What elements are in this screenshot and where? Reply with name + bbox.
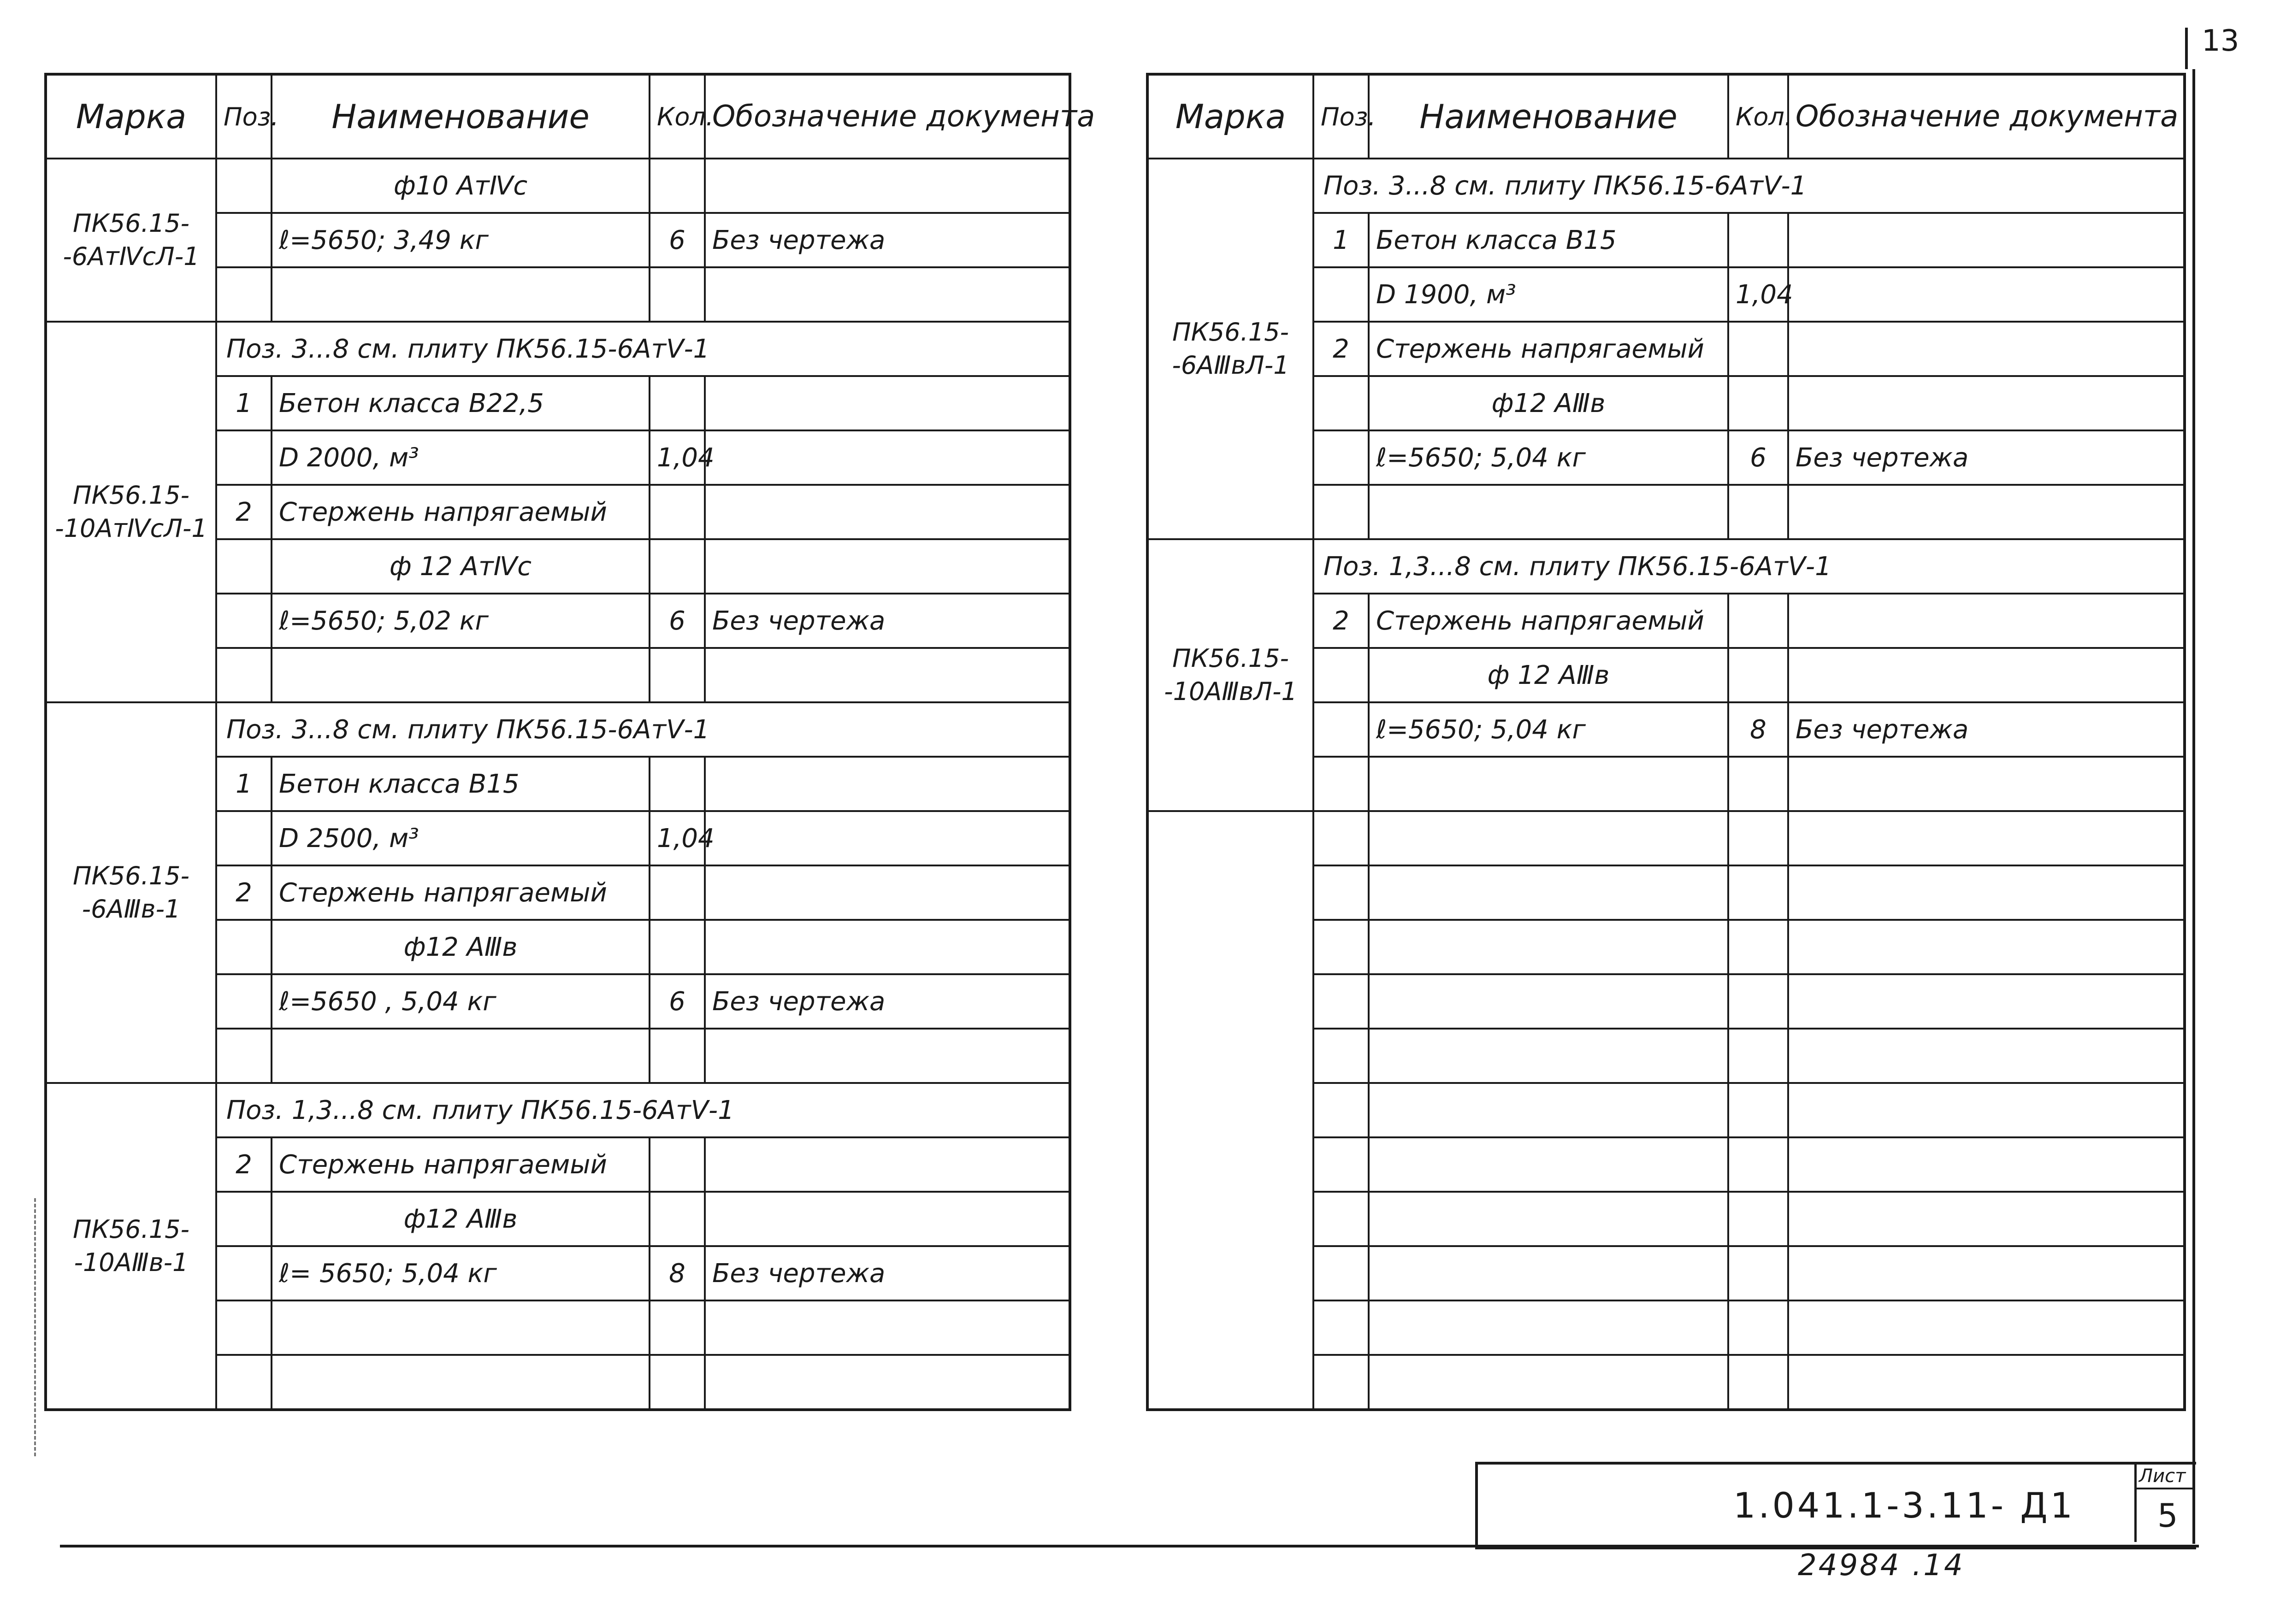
doc-cell (705, 267, 1070, 322)
kol-cell: 1,04 (650, 430, 705, 485)
poz-cell (216, 920, 272, 974)
inventory-number: 24984 .14 (1798, 1548, 1965, 1583)
kol-cell (650, 757, 705, 811)
doc-cell (705, 865, 1070, 920)
name-cell: Бетон класса В22,5 (272, 376, 650, 430)
kol-cell (1728, 865, 1788, 920)
poz-cell (1313, 974, 1369, 1029)
kol-cell (650, 376, 705, 430)
reference-note: Поз. 1,3...8 см. плиту ПК56.15-6АтⅤ-1 (1313, 539, 2185, 594)
name-cell: ф 12 АⅢв (1369, 648, 1728, 702)
poz-cell: 2 (216, 1137, 272, 1192)
table-row (46, 159, 1070, 213)
kol-cell (1728, 1355, 1788, 1410)
kol-cell (1728, 594, 1788, 648)
doc-cell (1788, 974, 2185, 1029)
marka-cell: ПК56.15- -10АⅢв-1 (46, 1083, 216, 1410)
kol-cell (650, 1300, 705, 1355)
doc-cell (705, 376, 1070, 430)
name-cell (272, 648, 650, 702)
name-cell (272, 1355, 650, 1410)
name-cell: D 2000, м³ (272, 430, 650, 485)
header-row (1147, 74, 2185, 159)
reference-note: Поз. 3...8 см. плиту ПК56.15-6АтⅤ-1 (216, 702, 1070, 757)
header-kol: Кол. (650, 74, 705, 159)
poz-cell (216, 213, 272, 267)
doc-cell: Без чертежа (705, 974, 1070, 1029)
kol-cell (650, 865, 705, 920)
poz-cell (1313, 1355, 1369, 1410)
poz-cell (1313, 430, 1369, 485)
header-row (46, 74, 1070, 159)
poz-cell (216, 594, 272, 648)
name-cell (1369, 1083, 1728, 1137)
poz-cell (216, 648, 272, 702)
poz-cell: 2 (216, 485, 272, 539)
poz-cell (216, 1192, 272, 1246)
name-cell: Стержень напрягаемый (1369, 322, 1728, 376)
poz-cell (1313, 811, 1369, 865)
doc-cell (705, 539, 1070, 594)
doc-cell (1788, 1300, 2185, 1355)
name-cell: Бетон класса В15 (1369, 213, 1728, 267)
poz-cell (1313, 1300, 1369, 1355)
reference-note: Поз. 3...8 см. плиту ПК56.15-6АтⅤ-1 (1313, 159, 2185, 213)
poz-cell: 2 (1313, 594, 1369, 648)
reference-row (46, 1083, 1070, 1137)
spec-table-left (44, 73, 1095, 1411)
name-cell (272, 1300, 650, 1355)
spec-body-right (1147, 159, 2185, 1410)
marka-cell: ПК56.15- -6АⅢвЛ-1 (1147, 159, 1313, 539)
name-cell: D 1900, м³ (1369, 267, 1728, 322)
sheet-label: Лист (2139, 1465, 2186, 1487)
kol-cell (1728, 1246, 1788, 1300)
header-name: Наименование (1369, 74, 1728, 159)
poz-cell (216, 267, 272, 322)
name-cell (1369, 920, 1728, 974)
poz-cell (1313, 376, 1369, 430)
poz-cell (1313, 1137, 1369, 1192)
name-cell (272, 1029, 650, 1083)
doc-cell (1788, 920, 2185, 974)
name-cell: ℓ=5650; 5,04 кг (1369, 430, 1728, 485)
name-cell: ф 12 АтⅣс (272, 539, 650, 594)
kol-cell (1728, 920, 1788, 974)
name-cell: Бетон класса В15 (272, 757, 650, 811)
name-cell (272, 267, 650, 322)
kol-cell (650, 159, 705, 213)
doc-cell (705, 757, 1070, 811)
poz-cell (1313, 865, 1369, 920)
reference-row (1147, 539, 2185, 594)
doc-cell (1788, 1192, 2185, 1246)
header-doc: Обозначение документа (1788, 74, 2185, 159)
doc-cell (1788, 1137, 2185, 1192)
table-row (1147, 811, 2185, 865)
kol-cell (650, 1137, 705, 1192)
poz-cell (1313, 757, 1369, 811)
poz-cell (1313, 1246, 1369, 1300)
doc-cell (1788, 376, 2185, 430)
doc-cell (1788, 485, 2185, 539)
reference-row (46, 702, 1070, 757)
kol-cell (1728, 485, 1788, 539)
poz-cell (1313, 702, 1369, 757)
doc-cell (1788, 757, 2185, 811)
poz-cell: 2 (216, 865, 272, 920)
poz-cell (216, 430, 272, 485)
marka-cell: ПК56.15- -10АтⅣсЛ-1 (46, 322, 216, 702)
kol-cell (650, 1355, 705, 1410)
kol-cell (650, 920, 705, 974)
header-poz: Поз. (216, 74, 272, 159)
spec-table-right (1146, 73, 2186, 1411)
header-poz: Поз. (1313, 74, 1369, 159)
kol-cell (1728, 1029, 1788, 1083)
doc-cell (705, 1029, 1070, 1083)
poz-cell (216, 1300, 272, 1355)
doc-cell (1788, 1029, 2185, 1083)
kol-cell (1728, 1192, 1788, 1246)
name-cell: ℓ=5650; 5,02 кг (272, 594, 650, 648)
name-cell (1369, 485, 1728, 539)
kol-cell: 8 (1728, 702, 1788, 757)
kol-cell (1728, 1083, 1788, 1137)
poz-cell (216, 1246, 272, 1300)
doc-cell: Без чертежа (705, 594, 1070, 648)
kol-cell: 8 (650, 1246, 705, 1300)
reference-note: Поз. 1,3...8 см. плиту ПК56.15-6АтⅤ-1 (216, 1083, 1070, 1137)
doc-cell (705, 485, 1070, 539)
kol-cell (1728, 811, 1788, 865)
name-cell: D 2500, м³ (272, 811, 650, 865)
poz-cell (216, 811, 272, 865)
poz-cell (216, 1355, 272, 1410)
doc-cell: Без чертежа (1788, 702, 2185, 757)
kol-cell (650, 267, 705, 322)
name-cell (1369, 1355, 1728, 1410)
kol-cell (1728, 1137, 1788, 1192)
kol-cell: 6 (650, 974, 705, 1029)
spec-body-left (46, 159, 1070, 1410)
frame-left-dash (34, 1198, 38, 1456)
name-cell: ℓ=5650 , 5,04 кг (272, 974, 650, 1029)
name-cell: ф12 АⅢв (272, 1192, 650, 1246)
kol-cell: 6 (650, 213, 705, 267)
name-cell: Стержень напрягаемый (272, 485, 650, 539)
document-code: 1.041.1-3.11- Д1 (1733, 1485, 2076, 1526)
doc-cell (705, 1300, 1070, 1355)
name-cell (1369, 1192, 1728, 1246)
kol-cell (650, 1192, 705, 1246)
doc-cell (1788, 1246, 2185, 1300)
poz-cell: 1 (1313, 213, 1369, 267)
poz-cell (1313, 920, 1369, 974)
poz-cell (1313, 1192, 1369, 1246)
name-cell (1369, 1300, 1728, 1355)
kol-cell (650, 539, 705, 594)
poz-cell: 1 (216, 376, 272, 430)
doc-cell (1788, 594, 2185, 648)
marka-cell (1147, 811, 1313, 1410)
bottom-frame-line (60, 1545, 2199, 1548)
name-cell: ℓ=5650; 5,04 кг (1369, 702, 1728, 757)
header-marka: Марка (1147, 74, 1313, 159)
doc-cell (705, 1137, 1070, 1192)
doc-cell: Без чертежа (705, 1246, 1070, 1300)
name-cell (1369, 1246, 1728, 1300)
reference-row (1147, 159, 2185, 213)
kol-cell (650, 648, 705, 702)
kol-cell: 6 (650, 594, 705, 648)
poz-cell (216, 539, 272, 594)
doc-cell (1788, 865, 2185, 920)
page-number: 13 (2202, 24, 2239, 58)
header-doc: Обозначение документа (705, 74, 1070, 159)
name-cell: Стержень напрягаемый (272, 865, 650, 920)
poz-cell (1313, 648, 1369, 702)
name-cell: ф12 АⅢв (1369, 376, 1728, 430)
doc-cell (1788, 811, 2185, 865)
poz-cell: 2 (1313, 322, 1369, 376)
sheet-number: 5 (2157, 1497, 2178, 1535)
poz-cell (1313, 485, 1369, 539)
sheet-number-divider (2135, 1488, 2192, 1489)
name-cell: ф12 АⅢв (272, 920, 650, 974)
reference-row (46, 322, 1070, 376)
kol-cell (1728, 648, 1788, 702)
doc-cell (705, 1355, 1070, 1410)
kol-cell (650, 1029, 705, 1083)
doc-cell (1788, 267, 2185, 322)
name-cell: ℓ= 5650; 5,04 кг (272, 1246, 650, 1300)
kol-cell (1728, 213, 1788, 267)
doc-cell (1788, 1355, 2185, 1410)
doc-cell (1788, 1083, 2185, 1137)
name-cell (1369, 865, 1728, 920)
doc-cell (705, 920, 1070, 974)
doc-cell (1788, 213, 2185, 267)
name-cell (1369, 757, 1728, 811)
marka-cell: ПК56.15- -10АⅢвЛ-1 (1147, 539, 1313, 811)
name-cell: ℓ=5650; 3,49 кг (272, 213, 650, 267)
kol-cell: 1,04 (650, 811, 705, 865)
kol-cell (650, 485, 705, 539)
doc-cell: Без чертежа (1788, 430, 2185, 485)
kol-cell (1728, 322, 1788, 376)
poz-cell (216, 1029, 272, 1083)
name-cell (1369, 1137, 1728, 1192)
marka-cell: ПК56.15- -6АⅢв-1 (46, 702, 216, 1083)
kol-cell (1728, 974, 1788, 1029)
doc-cell (1788, 648, 2185, 702)
header-name: Наименование (272, 74, 650, 159)
name-cell (1369, 974, 1728, 1029)
header-kol: Кол. (1728, 74, 1788, 159)
doc-cell (1788, 322, 2185, 376)
name-cell (1369, 1029, 1728, 1083)
doc-cell (705, 811, 1070, 865)
kol-cell: 6 (1728, 430, 1788, 485)
kol-cell (1728, 757, 1788, 811)
frame-right-border (2192, 69, 2195, 1544)
poz-cell (216, 974, 272, 1029)
reference-note: Поз. 3...8 см. плиту ПК56.15-6АтⅤ-1 (216, 322, 1070, 376)
poz-cell: 1 (216, 757, 272, 811)
name-cell: Стержень напрягаемый (1369, 594, 1728, 648)
name-cell (1369, 811, 1728, 865)
doc-cell (705, 159, 1070, 213)
header-marka: Марка (46, 74, 216, 159)
kol-cell: 1,04 (1728, 267, 1788, 322)
kol-cell (1728, 1300, 1788, 1355)
poz-cell (1313, 267, 1369, 322)
doc-cell (705, 648, 1070, 702)
doc-cell: Без чертежа (705, 213, 1070, 267)
poz-cell (1313, 1083, 1369, 1137)
doc-cell (705, 430, 1070, 485)
kol-cell (1728, 376, 1788, 430)
doc-cell (705, 1192, 1070, 1246)
poz-cell (1313, 1029, 1369, 1083)
name-cell: ф10 АтⅣс (272, 159, 650, 213)
name-cell: Стержень напрягаемый (272, 1137, 650, 1192)
page-tick (2185, 28, 2188, 69)
poz-cell (216, 159, 272, 213)
marka-cell: ПК56.15- -6АтⅣсЛ-1 (46, 159, 216, 322)
